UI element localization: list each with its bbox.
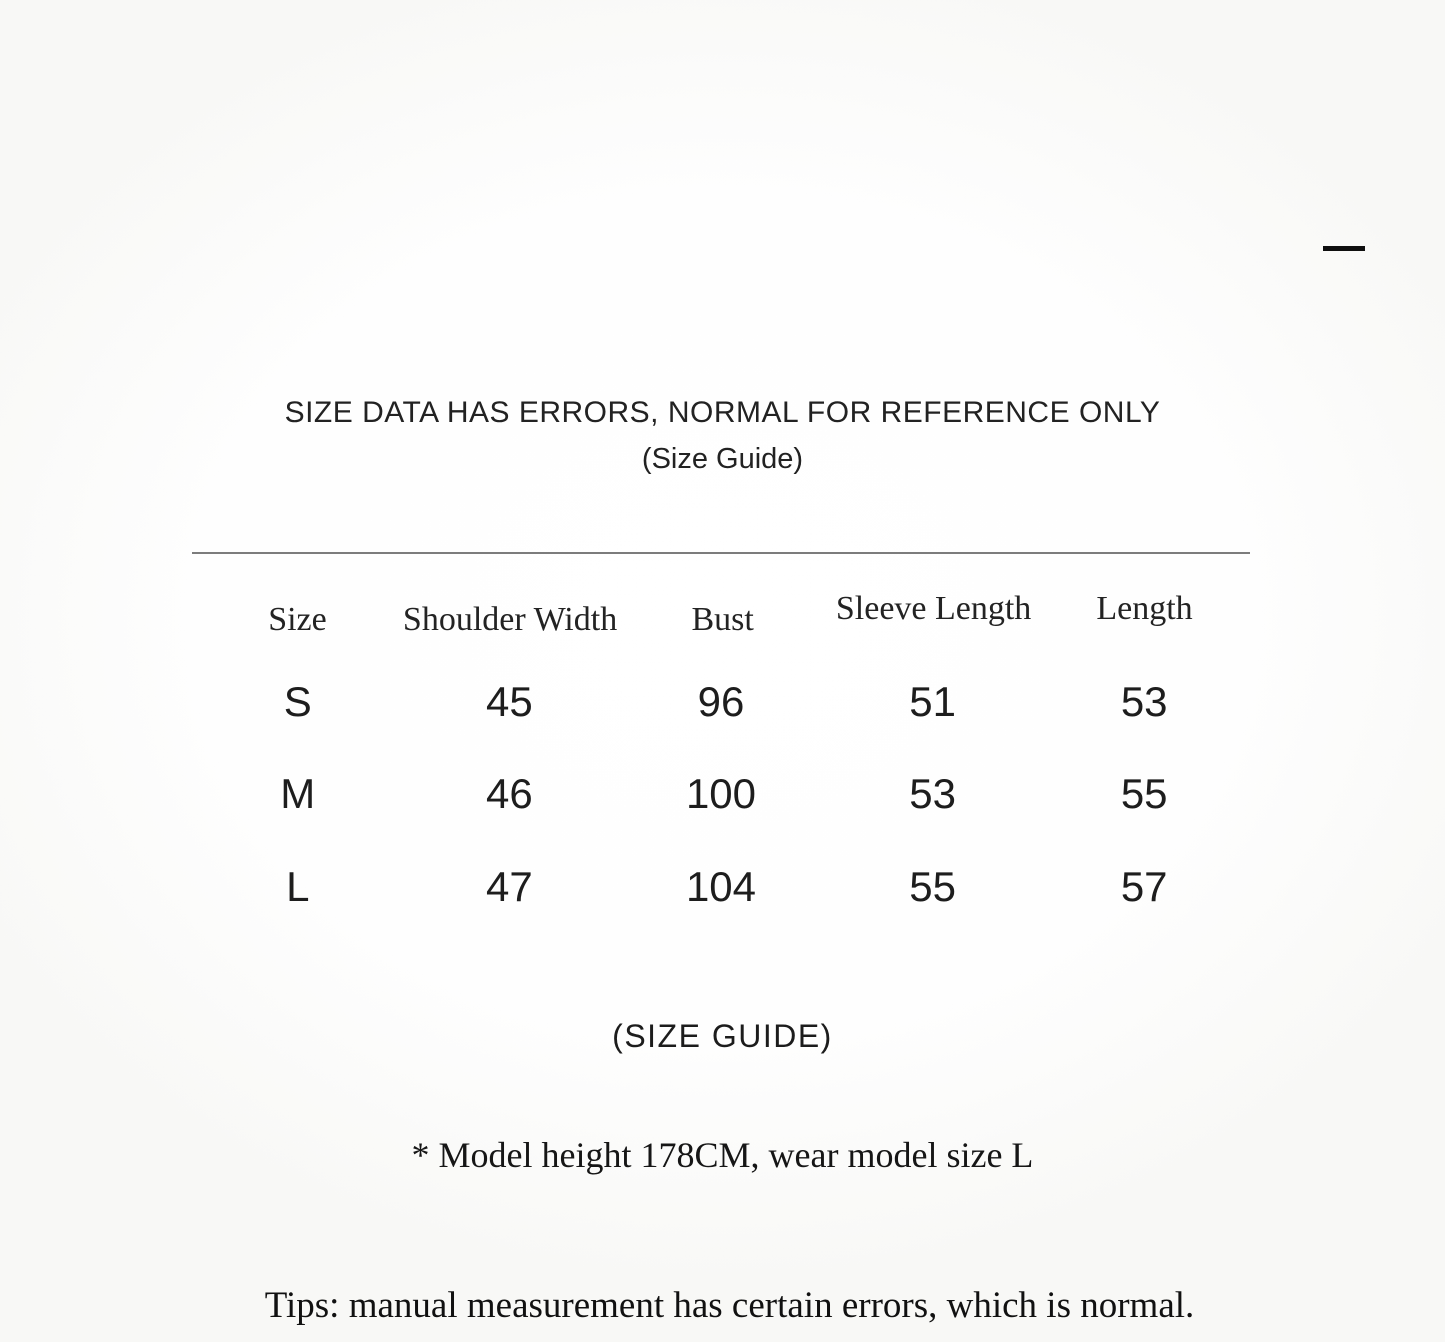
model-height-note: * Model height 178CM, wear model size L [411,1135,1034,1175]
cell-size: L [286,863,310,910]
cell-shoulder-width: 46 [486,770,533,817]
cell-sleeve-length: 53 [909,770,956,817]
cell-size: M [280,770,316,817]
measurement-tips-note: Tips: manual measurement has certain errors, which is normal. [264,1285,1195,1326]
column-header-sleeve-length: Sleeve Length [835,590,1032,627]
horizontal-dash-icon [1323,246,1365,251]
cell-length: 55 [1120,770,1168,817]
column-header-shoulder-width: Shoulder Width [402,601,618,638]
column-header-size: Size [268,601,327,638]
table-header-row [192,590,1250,640]
page-subtitle: (Size Guide) [641,443,804,475]
size-table [192,552,1250,954]
table-row-s [192,678,1250,726]
cell-length: 53 [1120,678,1168,725]
column-header-length: Length [1096,590,1193,627]
cell-bust: 100 [685,770,757,817]
table-row-m [192,770,1250,818]
size-guide-caption: (SIZE GUIDE) [612,1018,833,1054]
cell-shoulder-width: 45 [486,678,533,725]
cell-bust: 104 [685,863,757,910]
column-header-bust: Bust [691,601,754,638]
cell-sleeve-length: 55 [909,863,956,910]
cell-shoulder-width: 47 [486,863,533,910]
cell-bust: 96 [697,678,745,725]
cell-size: S [283,678,312,725]
page-title: SIZE DATA HAS ERRORS, NORMAL FOR REFERENCE ONLY [284,396,1161,429]
cell-length: 57 [1120,863,1168,910]
table-row-l [192,863,1250,911]
cell-sleeve-length: 51 [909,678,956,725]
